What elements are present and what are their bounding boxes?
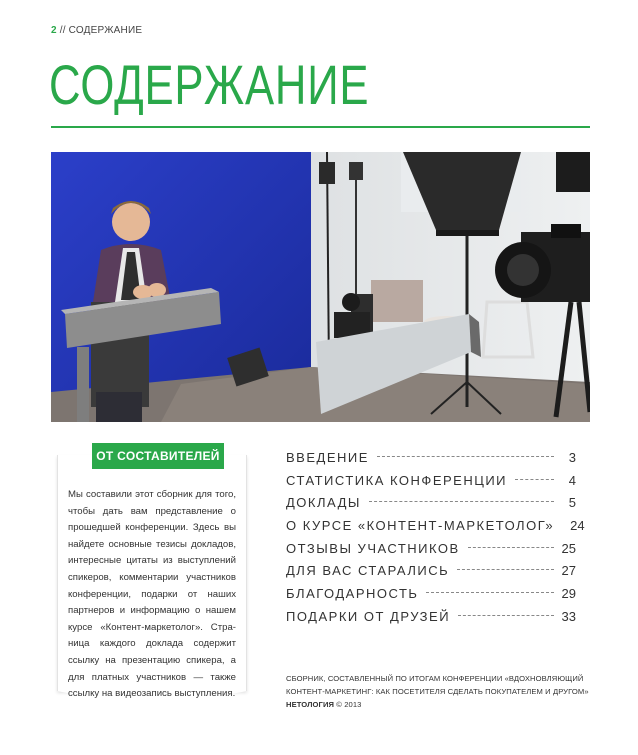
toc-leader-dots bbox=[468, 547, 554, 548]
page-number: 2 bbox=[51, 25, 57, 36]
breadcrumb-label: // СОДЕРЖАНИЕ bbox=[56, 25, 143, 36]
toc-item[interactable] bbox=[286, 582, 576, 605]
toc-leader-dots bbox=[377, 456, 554, 457]
toc-item[interactable] bbox=[286, 537, 576, 560]
editors-note-label: ОТ СОСТАВИТЕЛЕЙ bbox=[92, 443, 224, 469]
toc-item[interactable] bbox=[286, 605, 576, 628]
toc-item[interactable] bbox=[286, 491, 576, 514]
toc-item-label: О КУРСЕ «КОНТЕНТ-МАРКЕТОЛОГ» bbox=[286, 517, 555, 533]
breadcrumb bbox=[51, 25, 142, 36]
toc-item-page: 4 bbox=[568, 472, 576, 488]
toc-item-page: 33 bbox=[561, 608, 576, 624]
toc-leader-dots bbox=[426, 592, 553, 593]
toc-item-page: 5 bbox=[568, 495, 576, 511]
toc-item-label: БЛАГОДАРНОСТЬ bbox=[286, 585, 419, 601]
toc-item-page: 29 bbox=[561, 585, 576, 601]
toc-leader-dots bbox=[515, 479, 554, 480]
toc-item[interactable] bbox=[286, 469, 576, 492]
toc-item-page: 24 bbox=[570, 517, 585, 533]
toc-item-label: ОТЗЫВЫ УЧАСТНИКОВ bbox=[286, 540, 460, 556]
toc-item-label: СТАТИСТИКА КОНФЕРЕНЦИИ bbox=[286, 472, 508, 488]
title-divider bbox=[51, 126, 590, 128]
footer-text: СБОРНИК, СОСТАВЛЕННЫЙ ПО ИТОГАМ КОНФЕРЕНЦИИ «ВДОХНОВЛЯЮЩИЙ КОНТЕНТ-МАРКЕТИНГ: КАК ПОСЕТИТЕЛЯ СДЕЛАТЬ ПОКУПАТЕЛЕМ И ДРУГОМ» bbox=[286, 674, 589, 696]
toc-item-page: 25 bbox=[561, 540, 576, 556]
footer-note bbox=[286, 672, 592, 711]
toc-item[interactable] bbox=[286, 514, 585, 537]
page-title: СОДЕРЖАНИЕ bbox=[49, 53, 370, 116]
table-of-contents bbox=[286, 446, 585, 628]
toc-item-page: 27 bbox=[561, 563, 576, 579]
toc-leader-dots bbox=[369, 501, 554, 502]
footer-year: © 2013 bbox=[336, 700, 362, 709]
toc-item[interactable] bbox=[286, 446, 576, 469]
toc-leader-dots bbox=[457, 569, 553, 570]
toc-item-label: ВВЕДЕНИЕ bbox=[286, 449, 369, 465]
toc-item-page: 3 bbox=[568, 449, 576, 465]
conference-studio-photo bbox=[51, 152, 590, 422]
footer-brand: НЕТОЛОГИЯ bbox=[286, 700, 335, 709]
editors-note-text: Мы составили этот сборник для того, чтобы дать вам представление о прошедшей конференции. Здесь вы найдете основные тезисы докладов, интересные цитаты из выступлений спикеров, комментарии участников конференции, подарки от наших партнеров и информацию о нашем курсе «Контент-маркетолог». Стра-ница каждого доклада содержит ссылку на презентацию спикера, а для платных участников — также ссылку на видеозапись выступления. bbox=[68, 489, 236, 700]
toc-item[interactable] bbox=[286, 559, 576, 582]
toc-item-label: ПОДАРКИ ОТ ДРУЗЕЙ bbox=[286, 608, 451, 624]
toc-leader-dots bbox=[458, 615, 553, 616]
toc-item-label: ДОКЛАДЫ bbox=[286, 495, 361, 511]
toc-item-label: ДЛЯ ВАС СТАРАЛИСЬ bbox=[286, 563, 450, 579]
